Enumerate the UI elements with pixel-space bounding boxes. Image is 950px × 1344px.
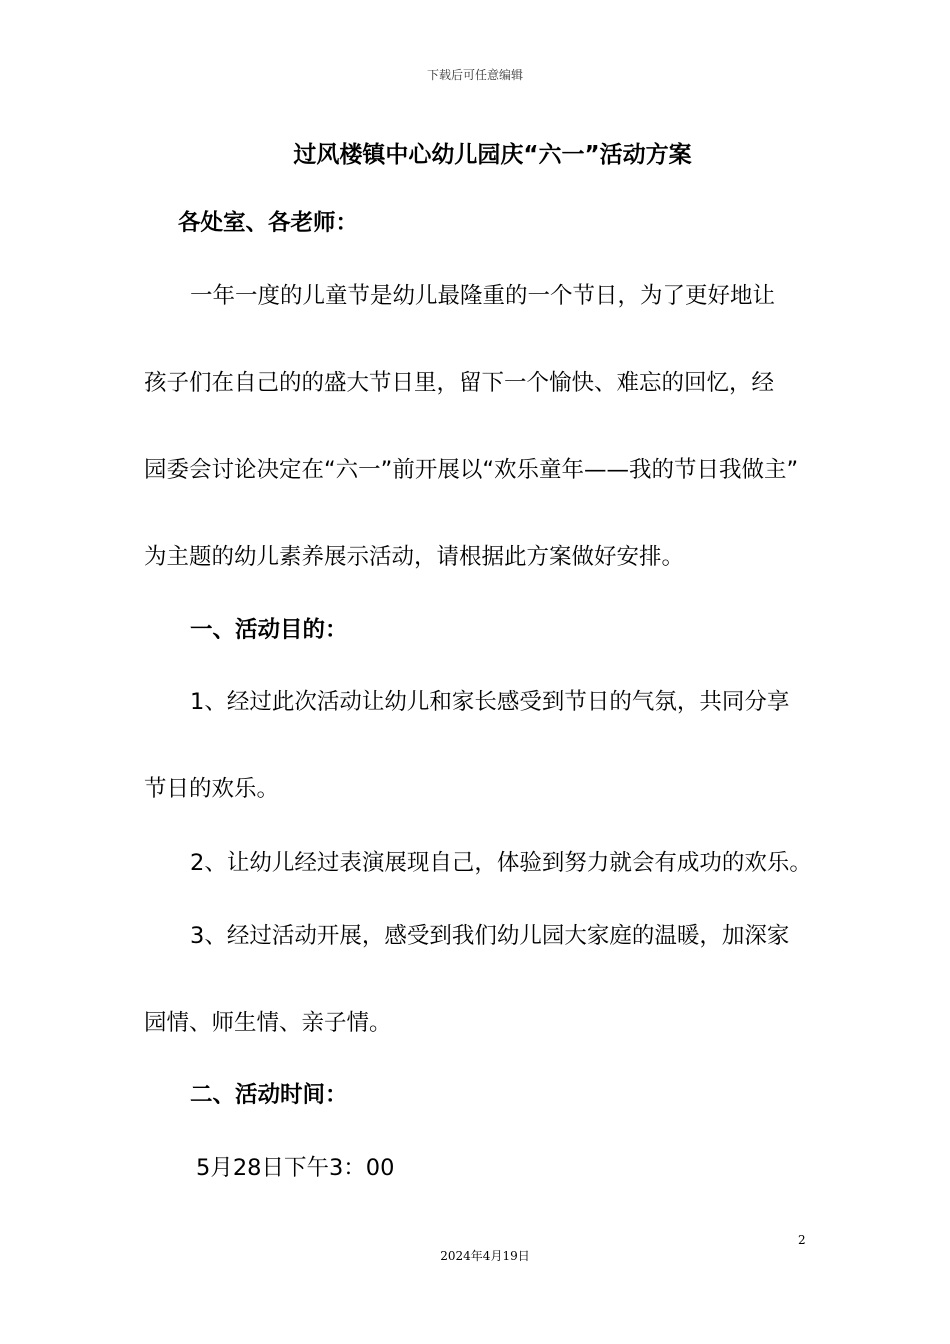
document-title: 过风楼镇中心幼儿园庆“六一”活动方案 (293, 142, 692, 168)
intro-line: 园委会讨论决定在“六一”前开展以“欢乐童年——我的节日我做主” (144, 457, 799, 483)
activity-time: 5月28日下午3：00 (196, 1155, 395, 1181)
purpose-item: 1、经过此次活动让幼儿和家长感受到节日的气氛，共同分享 (190, 689, 790, 715)
section-heading-time: 二、活动时间： (190, 1082, 348, 1108)
footer-date: 2024年4月19日 (440, 1249, 530, 1263)
purpose-item: 园情、师生情、亲子情。 (144, 1010, 392, 1036)
section-heading-purpose: 一、活动目的： (190, 617, 348, 643)
intro-line: 孩子们在自己的的盛大节日里，留下一个愉快、难忘的回忆，经 (144, 370, 775, 396)
salutation: 各处室、各老师： (178, 210, 359, 236)
intro-line: 为主题的幼儿素养展示活动，请根据此方案做好安排。 (144, 544, 685, 570)
header-note: 下载后可任意编辑 (426, 68, 523, 82)
purpose-item: 节日的欢乐。 (144, 776, 280, 802)
purpose-item: 2、让幼儿经过表演展现自己，体验到努力就会有成功的欢乐。 (190, 850, 812, 876)
purpose-item: 3、经过活动开展，感受到我们幼儿园大家庭的温暖，加深家 (190, 923, 790, 949)
intro-line: 一年一度的儿童节是幼儿最隆重的一个节日，为了更好地让 (190, 283, 776, 309)
page-number: 2 (798, 1233, 806, 1247)
